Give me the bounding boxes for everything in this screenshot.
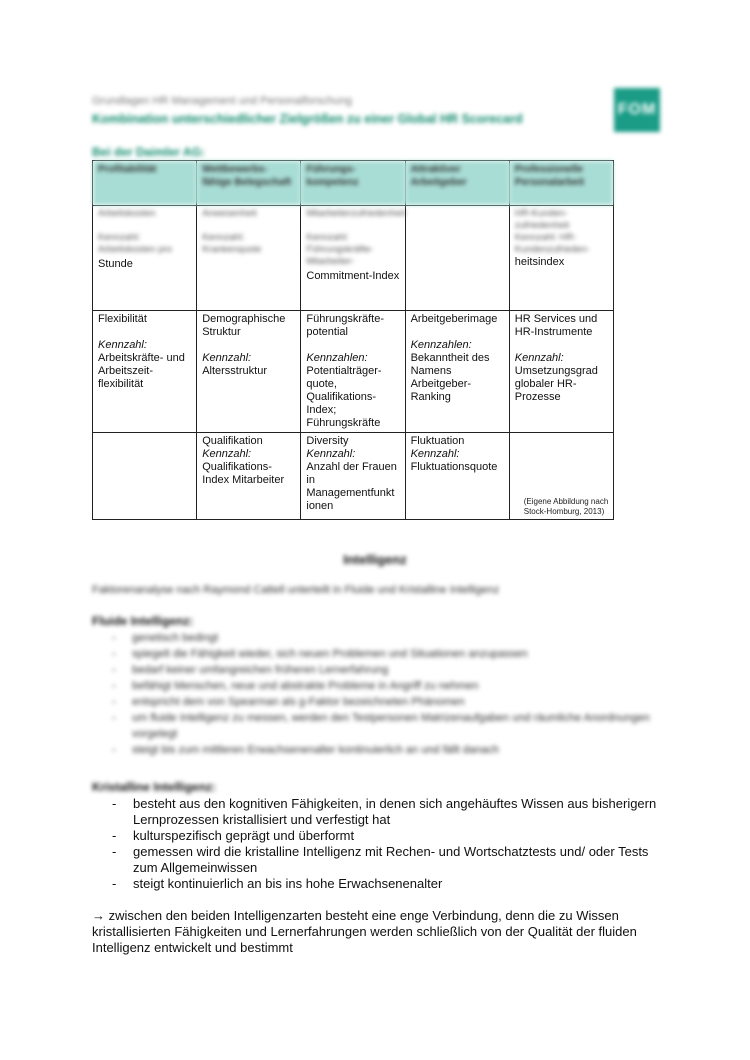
table-cell bbox=[405, 206, 509, 311]
cell-metric-label: Kennzahl: bbox=[202, 448, 252, 460]
cell-title: Führungskräfte-potential bbox=[306, 313, 385, 338]
cell-metric-value: Arbeitskräfte- und Arbeitszeit-flexibilität bbox=[98, 352, 185, 390]
cell-metric-value: Potentialträger-quote, Qualifikations-Index; Führungskräfte bbox=[306, 365, 382, 429]
cell-metric-label: Kennzahl: bbox=[410, 448, 460, 460]
fluid-list bbox=[112, 630, 652, 758]
intro-text: Faktorenanalyse nach Raymond Cattell unterteilt in Fluide und Kristalline Intelligenz bbox=[92, 584, 500, 596]
list-item: - befähigt Menschen, neue und abstrakte Probleme in Angriff zu nehmen bbox=[112, 678, 652, 694]
cell-metric-label: Kennzahlen: bbox=[306, 352, 368, 364]
cell-metric-label: Kennzahl: bbox=[98, 339, 147, 351]
list-item: - besteht aus den kognitiven Fähigkeiten, in denen sich angehäuftes Wissen aus bisherigern Lernprozessen kristallisiert und verfestigt hat bbox=[112, 796, 672, 828]
list-item: - entspricht dem von Spearman als g-Faktor bezeichneten Phänomen bbox=[112, 694, 652, 710]
table-caption: Bei der Daimler AG: bbox=[92, 145, 205, 159]
cell-metric-value: Altersstruktur bbox=[202, 365, 267, 377]
table-cell bbox=[197, 206, 301, 311]
source-note: (Eigene Abbildung nach Stock-Homburg, 2013) bbox=[523, 497, 609, 516]
table-cell bbox=[93, 433, 197, 520]
col-header: Profitabilität bbox=[93, 161, 197, 206]
cell-title: Arbeitgeberimage bbox=[410, 313, 498, 325]
cell-metric-label: Kennzahlen: bbox=[410, 339, 472, 351]
cell-metric-value: Qualifikations-Index Mitarbeiter bbox=[202, 461, 285, 486]
table-cell bbox=[509, 433, 613, 520]
fom-logo: FOM bbox=[614, 88, 660, 132]
cell-metric-label: Kennzahl: bbox=[514, 352, 564, 364]
table-cell bbox=[301, 433, 405, 520]
cell-title: Demographische Struktur bbox=[202, 313, 286, 338]
list-item: - steigt kontinuierlich an bis ins hohe Erwachsenenalter bbox=[112, 876, 672, 892]
cell-title: Qualifikation bbox=[202, 435, 263, 447]
cell-tail: heitsindex bbox=[514, 256, 565, 268]
blurred-cell-text: Arbeitskosten Kennzahl: Arbeitskosten pro bbox=[98, 208, 172, 255]
list-item: - gemessen wird die kristalline Intelligenz mit Rechen- und Wortschatztests und/ oder Tests zum Allgemeinwissen bbox=[112, 844, 672, 876]
cell-title: Fluktuation bbox=[410, 435, 465, 447]
col-header: Professionelle Personalarbeit bbox=[509, 161, 613, 206]
col-header: Wettbewerbs-fähige Belegschaft bbox=[197, 161, 301, 206]
table-cell bbox=[301, 311, 405, 433]
list-item: - kulturspezifisch geprägt und überformt bbox=[112, 828, 672, 844]
list-item: - genetisch bedingt bbox=[112, 630, 652, 646]
document-title: Kombination unterschiedlicher Zielgrößen zu einer Global HR Scorecard bbox=[92, 112, 523, 126]
list-item: - um fluide Intelligenz zu messen, werden den Testpersonen Matrizenaufgaben und räumliche Anordnungen vorgelegt bbox=[112, 710, 652, 742]
list-item: - spiegelt die Fähigkeit wieder, sich neuen Problemen und Situationen anzupassen bbox=[112, 646, 652, 662]
cell-title: Flexibilität bbox=[98, 313, 147, 325]
section-title: Intelligenz bbox=[343, 552, 407, 567]
list-item: - steigt bis zum mittleren Erwachsenenalter kontinuierlich an und fällt danach bbox=[112, 742, 652, 758]
cell-metric-value: Bekanntheit des Namens Arbeitgeber-Ranking bbox=[410, 352, 490, 403]
blurred-cell-text: Mitarbeiterzufriedenheit Kennzahl: Führungskräfte-Mitarbeiter- bbox=[306, 208, 406, 267]
table-cell bbox=[197, 433, 301, 520]
list-item: - bedarf keiner umfangreichen früheren Lernerfahrung bbox=[112, 662, 652, 678]
table-cell bbox=[509, 206, 613, 311]
blurred-cell-text: HR-Kunden-zufriedenheit Kennzahl: HR-Kundenzufrieden- bbox=[514, 208, 590, 255]
conclusion-text: → zwischen den beiden Intelligenzarten besteht eine enge Verbindung, denn die zu Wissen kristallisierten Fähigkeiten und Lernerfahrungen werden schließlich von der Qualität der fluiden Intelligenz entwickelt und bestimmt bbox=[92, 908, 637, 955]
col-header: Attraktiver Arbeitgeber bbox=[405, 161, 509, 206]
table-cell bbox=[93, 311, 197, 433]
fluid-heading: Fluide Intelligenz: bbox=[92, 614, 194, 628]
cell-metric-label: Kennzahl: bbox=[306, 448, 356, 460]
table-cell bbox=[509, 311, 613, 433]
blurred-cell-text: Anwesenheit Kennzahl: Krankenquote bbox=[202, 208, 262, 255]
cell-metric-label: Kennzahl: bbox=[202, 352, 252, 364]
hr-scorecard-table bbox=[92, 160, 614, 520]
cell-title: HR Services und HR-Instrumente bbox=[514, 313, 598, 338]
cell-metric-value: Umsetzungsgrad globaler HR-Prozesse bbox=[514, 365, 598, 403]
table-cell bbox=[405, 311, 509, 433]
table-cell bbox=[301, 206, 405, 311]
document-subtitle: Grundlagen HR Management und Personalforschung bbox=[92, 95, 352, 107]
col-header: Führungs-kompetenz bbox=[301, 161, 405, 206]
crystal-heading: Kristalline Intelligenz: bbox=[92, 780, 217, 794]
cell-title: Diversity bbox=[306, 435, 349, 447]
table-cell bbox=[93, 206, 197, 311]
crystal-list bbox=[112, 796, 672, 892]
cell-tail: Commitment-Index bbox=[306, 270, 400, 282]
table-cell bbox=[405, 433, 509, 520]
cell-metric-value: Anzahl der Frauen in Managementfunkt ionen bbox=[306, 461, 397, 512]
cell-metric-value: Fluktuationsquote bbox=[410, 461, 498, 473]
cell-tail: Stunde bbox=[98, 258, 133, 270]
table-cell bbox=[197, 311, 301, 433]
